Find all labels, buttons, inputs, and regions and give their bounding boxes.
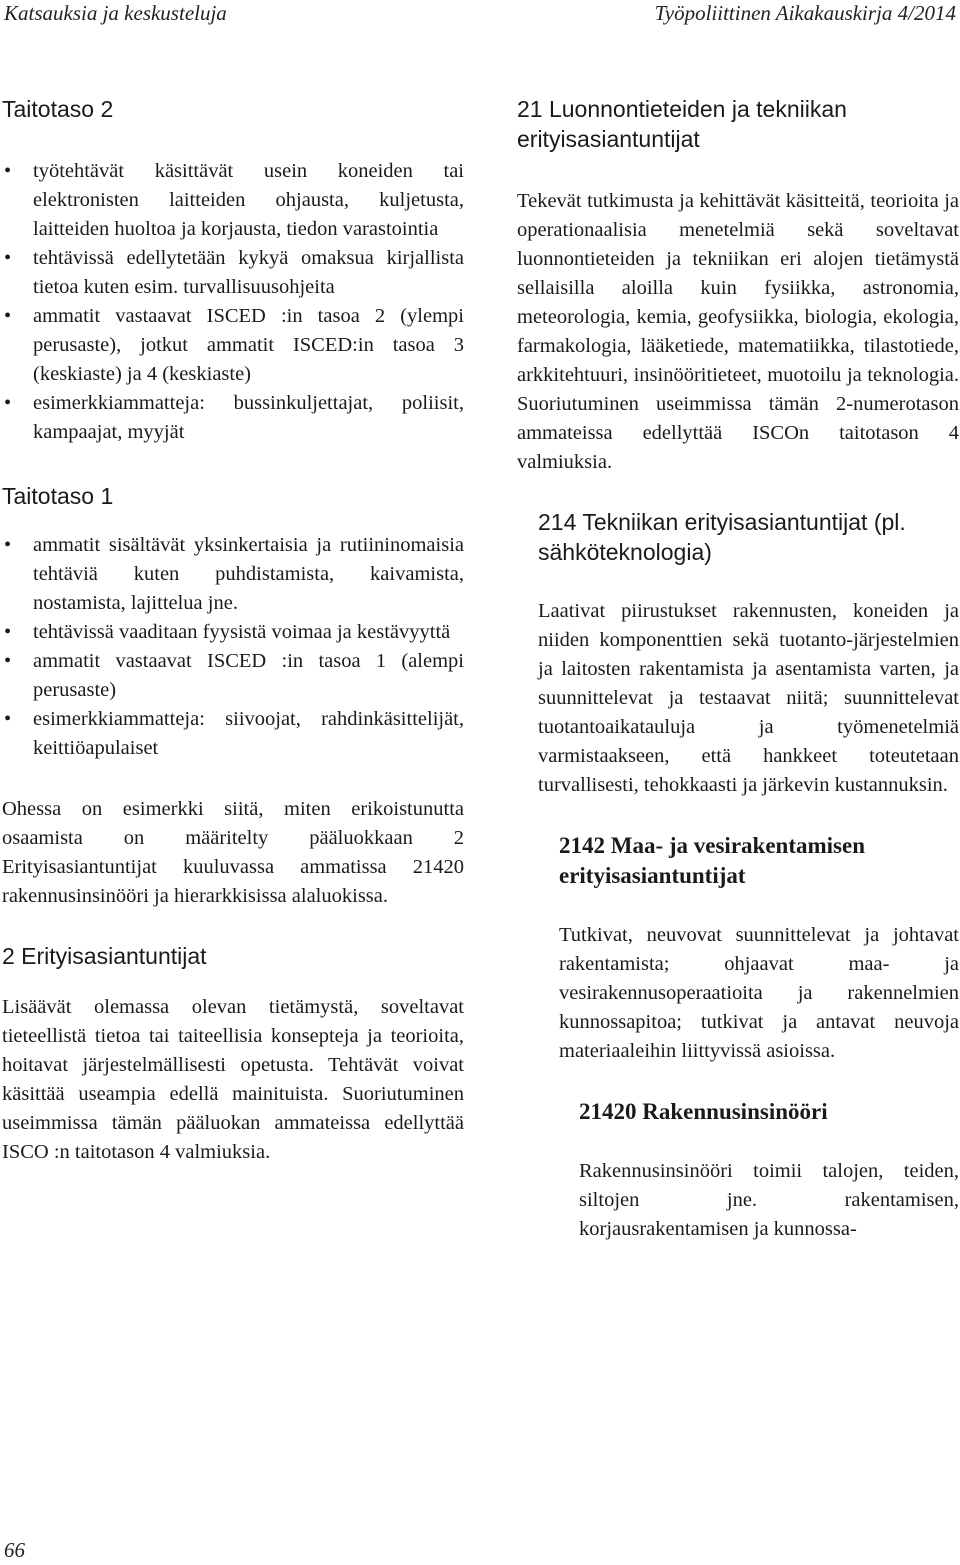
running-header-section: Katsauksia ja keskusteluja	[4, 1, 227, 25]
level1-heading: Taitotaso 1	[2, 483, 114, 509]
group2142-heading: 2142 Maa- ja vesirakentamisen erityisasiantuntijat	[559, 833, 865, 888]
level1-list	[2, 531, 464, 763]
list-item: • ammatit vastaavat ISCED :in tasoa 2 (ylempi perusaste), jotkut ammatit ISCED:in tasoa 3 (keskiaste) ja 4 (keskiaste)	[4, 305, 464, 385]
group2-text: Lisäävät olemassa olevan tietämystä, soveltavat tieteellistä tietoa tai taiteellisia konsepteja ja teorioita, hoitavat järjestelmällisesti opetusta. Tehtävät voivat käsittää useampia edellä mainituista. Suoriutuminen useimmissa tämän pääluokan ammateissa edellyttää ISCO :n taitotason 4 valmiuksia.	[2, 996, 464, 1163]
group21-heading: 21 Luonnontieteiden ja tekniikan erityisasiantuntijat	[517, 96, 847, 152]
list-item: • tehtävissä vaaditaan fyysistä voimaa ja kestävyyttä	[4, 621, 451, 643]
group2142-block	[559, 831, 959, 1244]
page-number: 66	[4, 1538, 25, 1562]
list-item: • ammatit sisältävät yksinkertaisia ja rutiininomaisia tehtäviä kuten puhdistamista, kaivamista, nostamista, lajittelua jne.	[4, 534, 464, 614]
left-column	[2, 90, 464, 1167]
list-item: • ammatit vastaavat ISCED :in tasoa 1 (alempi perusaste)	[4, 650, 464, 701]
group21-text: Tekevät tutkimusta ja kehittävät käsitteitä, teorioita ja operationaalisia menetelmiä sekä soveltavat luonnontieteiden ja tekniikan eri alojen tietämystä sellaisilla aloilla kuin fysiikka, astronomia, meteorologia, kemia, geofysiikka, biologia, ekologia, farmakologia, lääketiede, matematiikka, tilastotiede, arkkitehtuuri, insinööritieteet, muotoilu ja teknologia. Suoriutuminen useimmissa tämän 2-numerotason ammateissa edellyttää ISCOn taitotason 4 valmiuksia.	[517, 190, 959, 473]
running-header-journal: Työpoliittinen Aikakauskirja 4/2014	[654, 1, 956, 25]
list-item: • esimerkkiammatteja: siivoojat, rahdinkäsittelijät, keittiöapulaiset	[4, 708, 464, 759]
group21420-text: Rakennusinsinööri toimii talojen, teiden, siltojen jne. rakentamisen, korjausrakentamisen ja kunnossa-	[579, 1160, 959, 1240]
group21420-heading: 21420 Rakennusinsinööri	[579, 1099, 828, 1124]
intro-paragraph: Ohessa on esimerkki siitä, miten erikoistunutta osaamista on määritelty pääluokkaan 2 Erityisasiantuntijat kuuluvassa ammatissa 21420 rakennusinsinööri ja hierarkkisissa alaluokissa.	[2, 798, 464, 907]
list-item: • tehtävissä edellytetään kykyä omaksua kirjallista tietoa kuten esim. turvallisuusohjeita	[4, 247, 464, 298]
group214-heading: 214 Tekniikan erityisasiantuntijat (pl. sähköteknologia)	[538, 509, 906, 565]
level2-heading: Taitotaso 2	[2, 96, 114, 122]
group21420-block	[579, 1097, 959, 1244]
group2142-text: Tutkivat, neuvovat suunnittelevat ja johtavat rakentamista; ohjaavat maa- ja vesirakennusoperaatioita ja rakennelmien kunnossapitoa; tutkivat ja antavat neuvoja materiaaleihin liittyvissä asioissa.	[559, 924, 959, 1062]
list-item: • työtehtävät käsittävät usein koneiden tai elektronisten laitteiden ohjausta, kuljetusta, laitteiden huoltoa ja korjausta, tiedon varastointia	[4, 160, 464, 240]
list-item: • esimerkkiammatteja: bussinkuljettajat, poliisit, kampaajat, myyjät	[4, 392, 464, 443]
right-column	[517, 90, 959, 1244]
level2-list	[2, 157, 464, 447]
group214-block	[538, 507, 959, 1244]
group2-heading: 2 Erityisasiantuntijat	[2, 943, 207, 969]
group214-text: Laativat piirustukset rakennusten, koneiden ja niiden komponenttien sekä tuotanto-järjestelmien ja laitosten rakentamista ja asentamista varten, ja suunnittelevat ja testaavat niitä; suunnittelevat tuotantoaikatauluja ja työmenetelmiä varmistaakseen, että hankkeet toteutetaan turvallisesti, tehokkaasti ja järkevin kustannuksin.	[538, 600, 959, 796]
